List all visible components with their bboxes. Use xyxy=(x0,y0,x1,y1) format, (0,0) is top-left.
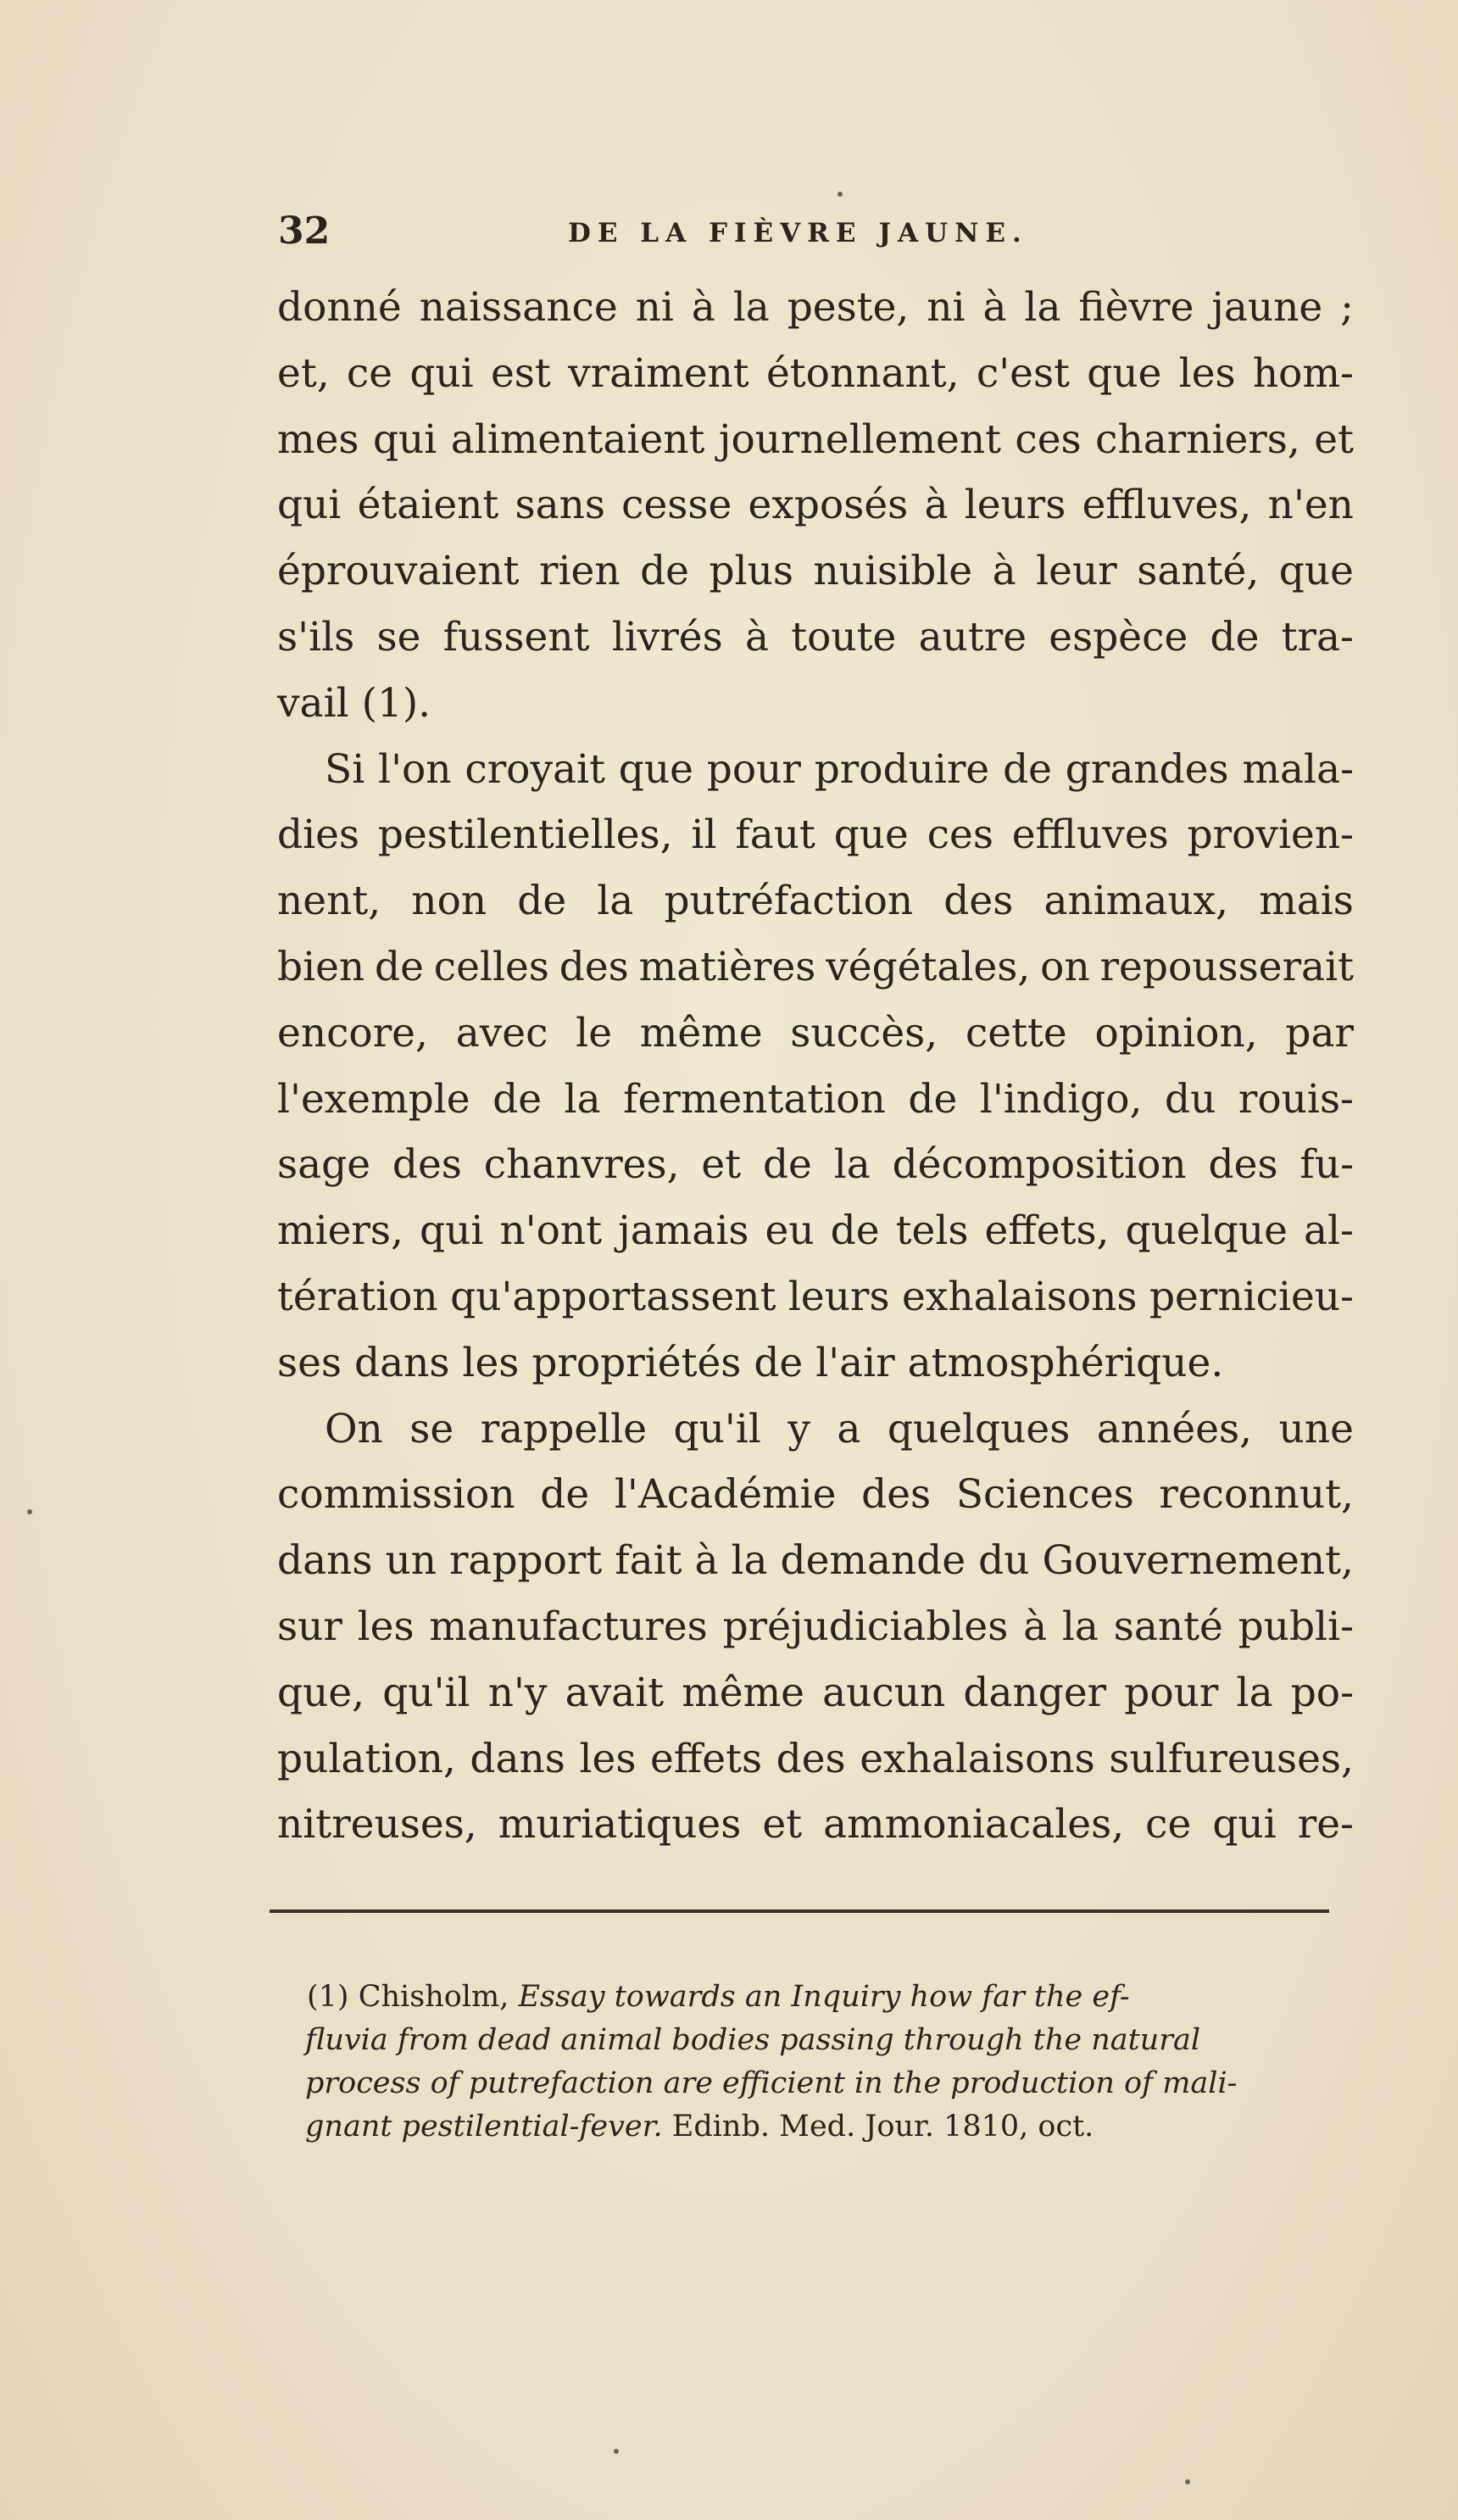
scan-speck xyxy=(614,2449,619,2454)
text-line: vail (1). xyxy=(277,679,431,727)
running-head: DE LA FIÈVRE JAUNE. xyxy=(568,218,1028,248)
text-line: bien de celles des matières végétales, on repousserait xyxy=(277,943,1354,990)
footnote-marker: (1) xyxy=(307,1980,349,2014)
text-line: nent, non de la putréfaction des animaux, mais xyxy=(277,878,1354,925)
footnote-title-line: process of putrefaction are efficient in the production of mali- xyxy=(305,2066,1238,2100)
footnote-title-line: fluvia from dead animal bodies passing through the natural xyxy=(305,2023,1201,2057)
text-line: s'ils se fussent livrés à toute autre espèce de tra- xyxy=(277,613,1354,661)
body-text xyxy=(277,275,1354,1858)
page-header xyxy=(270,206,1355,257)
text-line: Si l'on croyait que pour produire de grandes mala- xyxy=(325,745,1354,793)
text-line: éprouvaient rien de plus nuisible à leur santé, que xyxy=(277,548,1354,595)
text-line: sur les manufactures préjudiciables à la santé publi- xyxy=(277,1603,1354,1650)
text-line: tération qu'apportassent leurs exhalaisons pernicieu- xyxy=(277,1273,1354,1320)
page-number: 32 xyxy=(278,209,331,253)
text-line: que, qu'il n'y avait même aucun danger pour la po- xyxy=(277,1669,1354,1716)
text-line: dans un rapport fait à la demande du Gouvernement, xyxy=(277,1537,1354,1585)
text-line: miers, qui n'ont jamais eu de tels effets, quelque al- xyxy=(277,1207,1354,1255)
text-line: sage des chanvres, et de la décomposition des fu- xyxy=(277,1141,1354,1189)
text-line: nitreuses, muriatiques et ammoniacales, ce qui re- xyxy=(277,1801,1354,1848)
footnote-title-line: Essay towards an Inquiry how far the ef- xyxy=(518,1980,1130,2014)
text-line: pulation, dans les effets des exhalaisons sulfureuses, xyxy=(277,1735,1354,1782)
text-line: On se rappelle qu'il y a quelques années, une xyxy=(325,1405,1354,1452)
text-line: ses dans les propriétés de l'air atmosphérique. xyxy=(277,1339,1224,1386)
footnote-line xyxy=(305,2105,1348,2149)
footnote-rule xyxy=(270,1910,1329,1913)
scan-speck xyxy=(27,1509,32,1514)
footnote-citation: Edinb. Med. Jour. 1810, oct. xyxy=(671,2110,1094,2144)
text-line: dies pestilentielles, il faut que ces effluves provien- xyxy=(277,811,1354,859)
footnote-line xyxy=(305,2019,1348,2062)
text-line: mes qui alimentaient journellement ces charniers, et xyxy=(277,415,1354,463)
text-line: encore, avec le même succès, cette opinion, par xyxy=(277,1009,1354,1057)
text-line: et, ce qui est vraiment étonnant, c'est que les hom- xyxy=(277,349,1354,397)
scan-speck xyxy=(838,192,843,197)
text-line: qui étaient sans cesse exposés à leurs effluves, n'en xyxy=(277,482,1354,529)
footnote-title-line: gnant pestilential-fever. xyxy=(305,2110,663,2144)
footnote-author: Chisholm, xyxy=(358,1980,509,2014)
footnote-line xyxy=(305,2062,1348,2105)
text-line: l'exemple de la fermentation de l'indigo, du rouis- xyxy=(277,1075,1354,1123)
text-line: donné naissance ni à la peste, ni à la fièvre jaune ; xyxy=(277,284,1354,331)
text-line: commission de l'Académie des Sciences reconnut, xyxy=(277,1471,1354,1519)
scan-speck xyxy=(1185,2479,1190,2484)
footnote-line xyxy=(305,1976,1348,2019)
footnote xyxy=(305,1976,1348,2149)
